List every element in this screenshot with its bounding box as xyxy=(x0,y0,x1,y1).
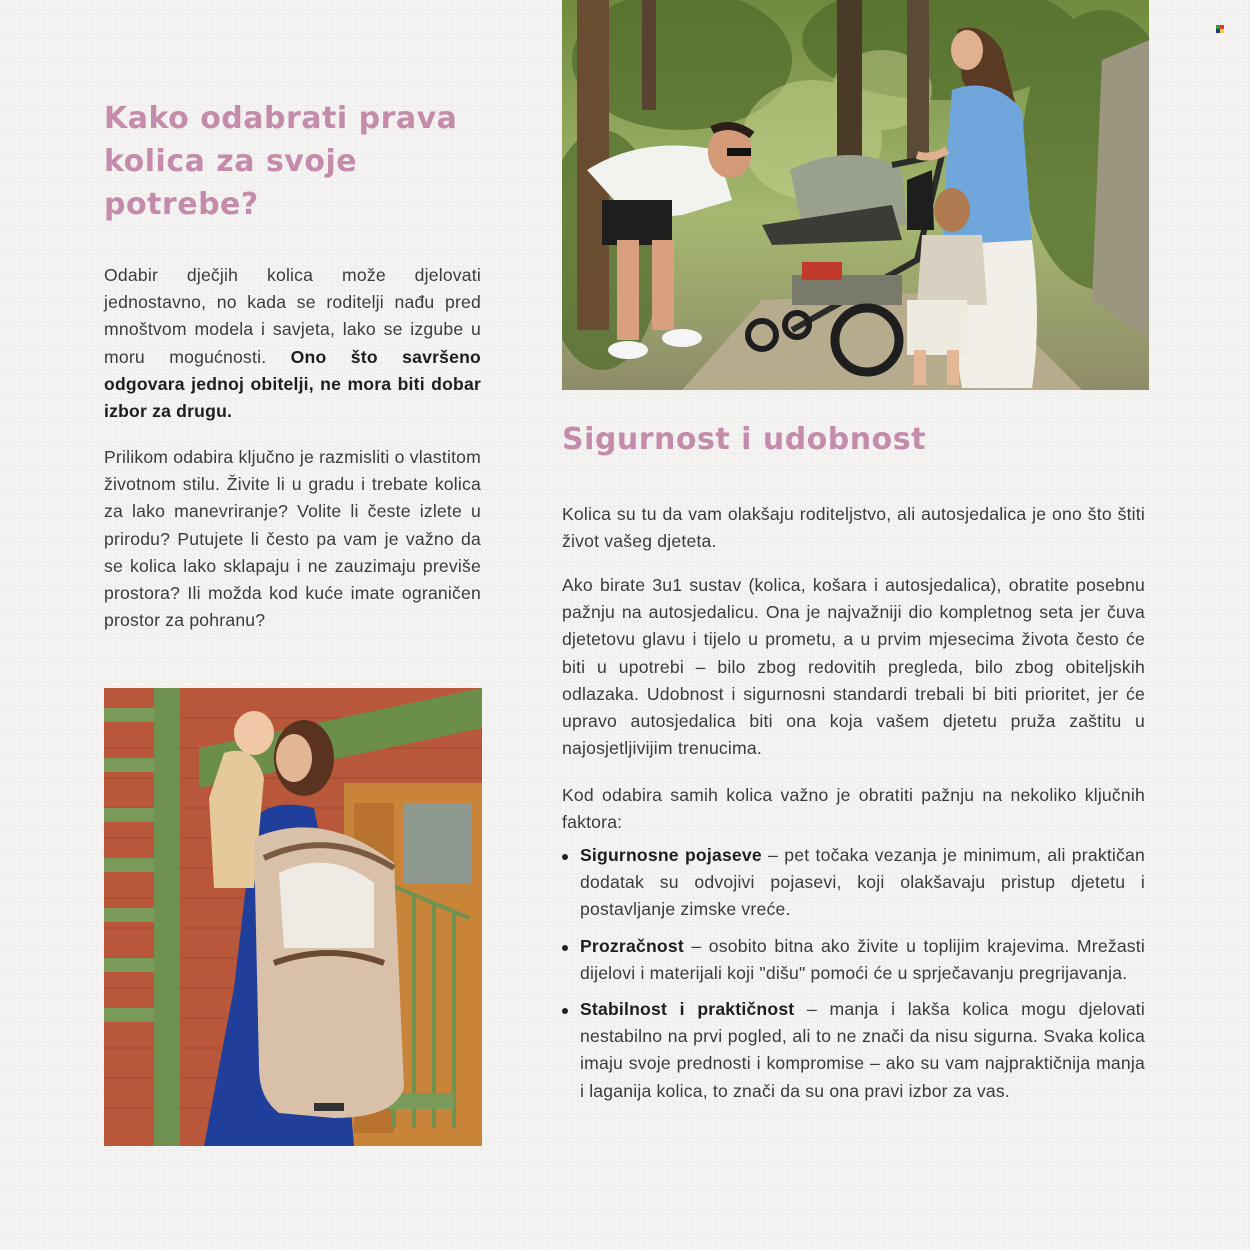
colored-squares-logo-icon xyxy=(1216,25,1224,33)
photo-mother-baby-stroller xyxy=(104,688,482,1146)
carseat-intro-paragraph: Kolica su tu da vam olakšaju roditeljstvo, ali autosjedalica je ono što štiti život vašeg djeteta. xyxy=(562,504,1145,552)
factor-text: – pet točaka vezanja je minimum, ali praktičan dodatak su odvojivi pojasevi, koji olakšavaju pristup djetetu i postavljanje zimske vreće. xyxy=(580,845,1145,920)
bullet-icon xyxy=(562,1008,568,1014)
key-factors-intro: Kod odabira samih kolica važno je obratiti pažnju na nekoliko ključnih faktora: xyxy=(562,785,1145,833)
list-item-safety-belts xyxy=(562,842,1145,924)
intro-text: Odabir dječjih kolica može djelovati jednostavno, no kada se roditelji nađu pred mnoštvom modela i savjeta, lako se izgube u moru mogućnosti. xyxy=(104,265,481,367)
photo-family-forest-stroller xyxy=(562,0,1149,390)
factor-title: Prozračnost xyxy=(580,935,684,956)
bullet-icon xyxy=(562,945,568,951)
factor-title: Stabilnost i praktičnost xyxy=(580,999,795,1020)
factor-text: – manja i lakša kolica mogu djelovati nestabilno na prvi pogled, ali to ne znači da nisu sigurna. Svaka kolica imaju svoje prednosti i kompromise – ako su vam najpraktičnija manja i laganija kolica, to znači da su ona pravi izbor za vas. xyxy=(580,999,1146,1101)
section-heading-choosing-stroller: Kako odabrati prava kolica za svoje potrebe? xyxy=(104,101,458,222)
key-factors-list xyxy=(562,842,1145,1114)
section-heading-safety-comfort: Sigurnost i udobnost xyxy=(562,422,926,457)
factor-title: Sigurnosne pojaseve xyxy=(580,845,762,865)
three-in-one-paragraph: Ako birate 3u1 sustav (kolica, košara i autosjedalica), obratite posebnu pažnju na autosjedalicu. Ona je najvažniji dio kompletnog seta jer čuva djetetovu glavu i tijelo u prometu, a u prvim mjesecima života često će biti u upotrebi – bilo zbog redovitih pregleda, bilo zbog obiteljskih odlazaka. Udobnost i sigurnosni standardi trebali bi biti prioritet, jer će upravo autosjedalica biti ona koja vašem djetetu pruža zaštitu u najosjetljivijim trenucima. xyxy=(562,575,1145,759)
bullet-icon xyxy=(562,854,568,860)
intro-emphasis: Ono što savršeno odgovara jednoj obitelji, ne mora biti dobar izbor za drugu. xyxy=(104,346,481,422)
list-item-breathability xyxy=(562,933,1145,987)
factor-text: – osobito bitna ako živite u toplijim krajevima. Mrežasti dijelovi i materijali koji "dišu" pomoći će u sprječavanju pregrijavanja. xyxy=(580,935,1145,983)
lifestyle-paragraph: Prilikom odabira ključno je razmisliti o vlastitom životnom stilu. Živite li u gradu i trebate kolica za lako manevriranje? Volite li česte izlete u prirodu? Putujete li često pa vam je važno da se kolica lako sklapaju i ne zauzimaju previše prostora? Ili možda kod kuće imate ograničen prostor za pohranu? xyxy=(104,447,481,631)
intro-paragraph xyxy=(104,262,481,425)
list-item-stability-practicality xyxy=(562,996,1145,1105)
